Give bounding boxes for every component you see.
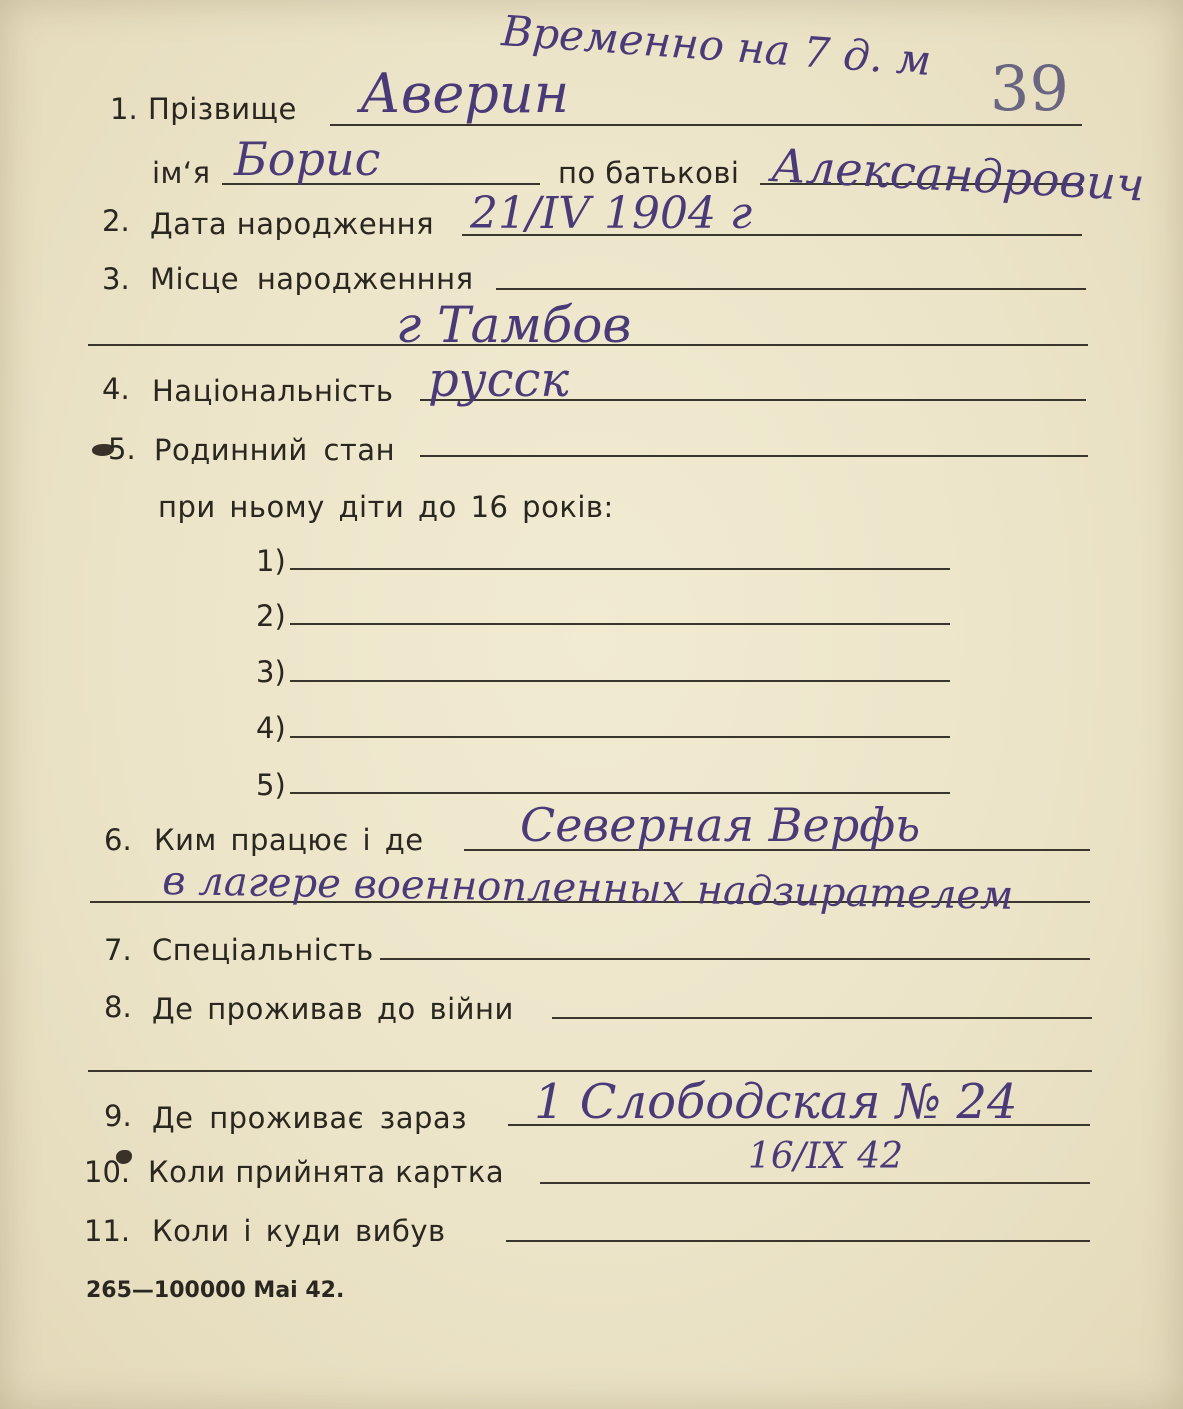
specialty-label: Спеціальність: [152, 933, 374, 967]
item-7-number: 7.: [104, 933, 132, 967]
first-name-value: Борис: [234, 132, 381, 186]
surname-value: Аверин: [360, 62, 570, 125]
current-residence-value: 1 Слободская № 24: [534, 1074, 1018, 1130]
child-2-number: 2): [256, 599, 286, 633]
patronymic-value: Александрович: [770, 138, 1146, 212]
prewar-residence-line: [552, 1017, 1092, 1019]
child-2-line: [290, 623, 950, 625]
departed-line: [506, 1240, 1090, 1242]
nationality-label: Національність: [152, 374, 394, 408]
prewar-residence-label: Де проживав до війни: [152, 992, 514, 1026]
specialty-line: [380, 958, 1090, 960]
departed-label: Коли і куди вибув: [152, 1214, 446, 1248]
child-4-line: [290, 736, 950, 738]
children-label: при ньому діти до 16 років:: [158, 490, 614, 524]
birth-date-label: Дата народження: [150, 207, 435, 241]
item-8-number: 8.: [104, 990, 132, 1024]
card-accepted-label: Коли прийнята картка: [148, 1155, 505, 1189]
first-name-label: ім‘я: [152, 156, 211, 190]
card-accepted-line: [540, 1182, 1090, 1184]
current-residence-label: Де проживає зараз: [152, 1101, 468, 1135]
top-note: Временно на 7 д. м: [500, 6, 933, 86]
birth-place-line: [496, 288, 1086, 290]
workplace-label: Ким працює і де: [154, 823, 424, 857]
child-3-number: 3): [256, 655, 286, 689]
item-1-number: 1.: [110, 92, 138, 126]
item-4-number: 4.: [102, 372, 130, 406]
birth-date-value: 21/IV 1904 г: [470, 188, 753, 239]
birth-place-label: Місце народженння: [150, 262, 474, 296]
item-10-number: 10.: [84, 1155, 131, 1189]
birth-place-value: г Тамбов: [396, 296, 632, 354]
item-2-number: 2.: [102, 204, 130, 238]
patronymic-label: по батькові: [558, 156, 740, 190]
child-1-line: [290, 568, 950, 570]
surname-label: Прізвище: [148, 92, 297, 126]
item-11-number: 11.: [84, 1214, 131, 1248]
corner-number: 39: [990, 52, 1069, 125]
item-5-number: 5.: [108, 432, 136, 466]
item-9-number: 9.: [104, 1099, 132, 1133]
item-6-number: 6.: [104, 823, 132, 857]
child-5-line: [290, 792, 950, 794]
marital-status-line: [420, 455, 1088, 457]
print-code: 265—100000 Mai 42.: [86, 1278, 345, 1303]
child-3-line: [290, 680, 950, 682]
workplace-value: Северная Верфь: [520, 798, 921, 852]
workplace-value-continued: в лагере военнопленных надзирателем: [162, 858, 1014, 919]
child-5-number: 5): [256, 768, 286, 802]
child-1-number: 1): [256, 544, 286, 578]
item-3-number: 3.: [102, 262, 130, 296]
prewar-residence-line-2: [88, 1070, 1092, 1072]
child-4-number: 4): [256, 711, 286, 745]
nationality-value: русск: [428, 352, 569, 408]
card-accepted-value: 16/IX 42: [748, 1136, 904, 1177]
marital-status-label: Родинний стан: [154, 433, 396, 467]
